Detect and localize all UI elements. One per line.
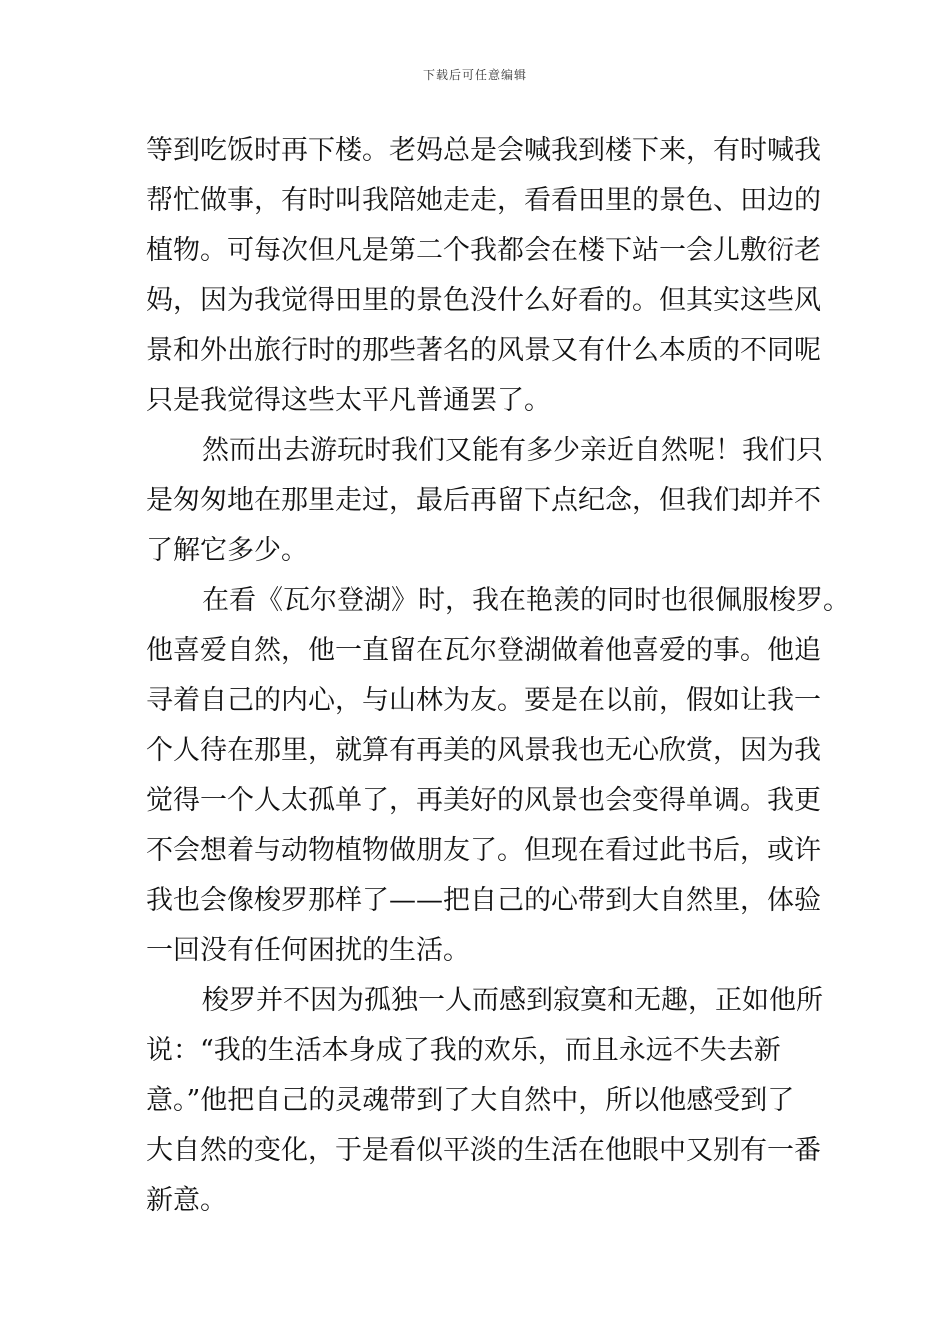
text-line: 新意。 [146,1185,227,1216]
text-line: 梭罗并不因为孤独一人而感到寂寞和无趣，正如他所 [202,985,823,1016]
text-line: 大自然的变化，于是看似平淡的生活在他眼中又别有一番 [146,1135,821,1166]
page-header: 下载后可任意编辑 [422,68,527,82]
text-line: 帮忙做事，有时叫我陪她走走，看看田里的景色、田边的 [146,185,821,216]
text-line: 妈，因为我觉得田里的景色没什么好看的。但其实这些风 [146,285,821,316]
text-line: 只是我觉得这些太平凡普通罢了。 [146,385,551,416]
text-line: 了解它多少。 [146,535,308,566]
text-line: 他喜爱自然，他一直留在瓦尔登湖做着他喜爱的事。他追 [146,635,821,666]
text-line: 我也会像梭罗那样了——把自己的心带到大自然里，体验 [146,885,821,916]
text-line: 意。”他把自己的灵魂带到了大自然中，所以他感受到了 [146,1085,795,1116]
text-line: 在看《瓦尔登湖》时，我在艳羡的同时也很佩服梭罗。 [202,585,850,616]
text-line: 个人待在那里，就算有再美的风景我也无心欣赏，因为我 [146,735,821,766]
text-line: 等到吃饭时再下楼。老妈总是会喊我到楼下来，有时喊我 [146,135,821,166]
body-text [146,126,850,1226]
text-line: 一回没有任何困扰的生活。 [146,935,470,966]
text-line: 说：“我的生活本身成了我的欢乐，而且永远不失去新 [146,1035,781,1066]
text-line: 然而出去游玩时我们又能有多少亲近自然呢！我们只 [202,435,823,466]
text-line: 植物。可每次但凡是第二个我都会在楼下站一会儿敷衍老 [146,235,821,266]
text-line: 寻着自己的内心，与山林为友。要是在以前，假如让我一 [146,685,821,716]
text-line: 是匆匆地在那里走过，最后再留下点纪念，但我们却并不 [146,485,821,516]
text-line: 觉得一个人太孤单了，再美好的风景也会变得单调。我更 [146,785,821,816]
text-line: 景和外出旅行时的那些著名的风景又有什么本质的不同呢 [146,335,821,366]
text-line: 不会想着与动物植物做朋友了。但现在看过此书后，或许 [146,835,821,866]
